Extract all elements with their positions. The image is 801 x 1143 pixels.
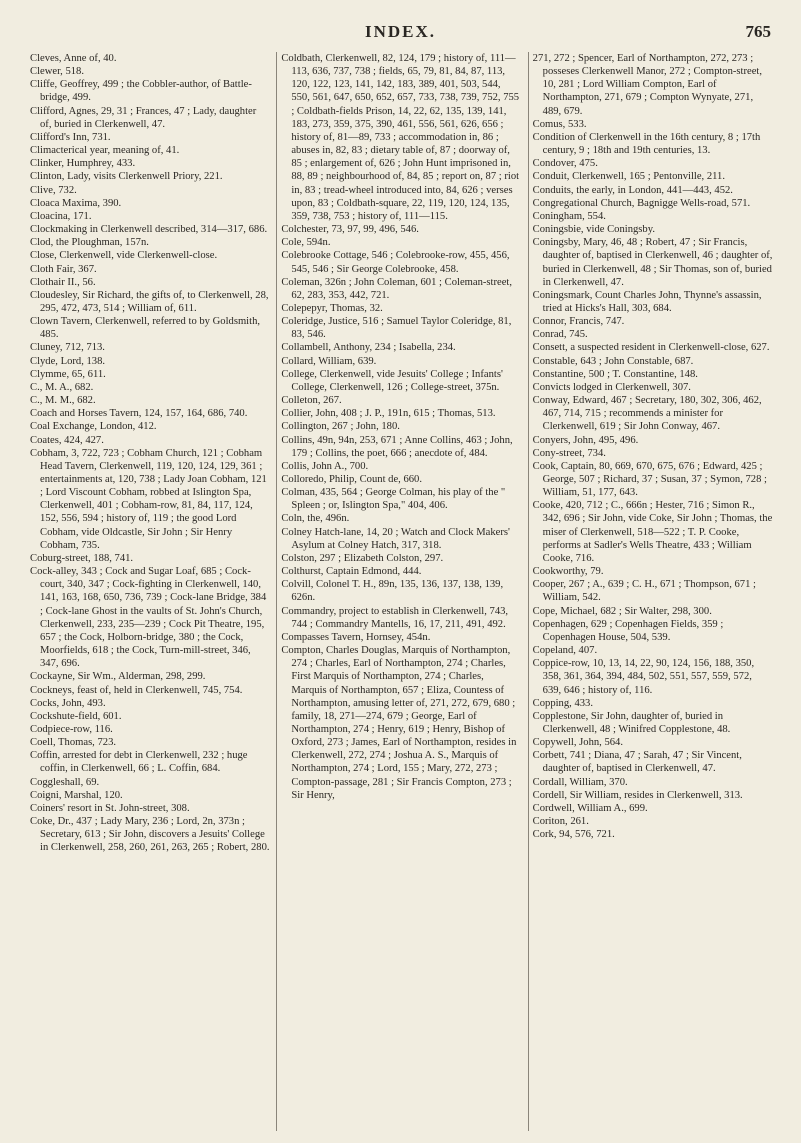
index-entry: Cluney, 712, 713. [30, 342, 105, 354]
index-entry: Coldbath, Clerkenwell, 82, 124, 179 ; history of, 111—113, 636, 737, 738 ; fields, 65, 79, 81, 84, 87, 113, 120, 122, 123, 141, 142, 183, 389, 401, 503, 544, 550, 561, 647, 650, 652, 657, 733, 738, 739, 752, 755 ; Coldbath-fields Prison, 14, 22, 62, 135, 139, 141, 183, 273, 359, 375, 390, 461, 556, 561, 626, 656 ; history of, 81—89, 733 ; accommodation in, 86 ; abuses in, 82, 83 ; dietary table of, 87 ; doorway of, 85 ; enlargement of, 626 ; John Hunt imprisoned in, 88, 89 ; neighbourhood of, 84, 85 ; report on, 87 ; riot in, 83 ; tread-wheel introduced into, 84, 626 ; verses upon, 83 ; Coldbath-square, 22, 119, 120, 124, 135, 359, 738, 753 ; history of, 111—115. [281, 53, 520, 222]
page-number: 765 [745, 22, 771, 41]
index-entry: Collard, William, 639. [281, 355, 377, 367]
index-column-2 [276, 52, 521, 1131]
index-entry: Convicts lodged in Clerkenwell, 307. [532, 381, 691, 393]
index-entry: Coigni, Marshal, 120. [30, 789, 123, 801]
index-entry: Cock-alley, 343 ; Cock and Sugar Loaf, 685 ; Cock-court, 340, 347 ; Cock-fighting in Clerkenwell, 140, 141, 163, 168, 650, 736, 739 ; Cock-lane Bridge, 384 ; Cock-lane Ghost in the vaults of St. John's Church, Clerkenwell, 233, 235—239 ; Cock Pit Theatre, 195, 657 ; the Cock, Holborn-bridge, 380 ; the Cock, Moorfields, 618 ; the Cock, Turn-mill-street, 346, 347, 696. [30, 566, 267, 670]
page-header [30, 22, 771, 44]
index-entry: Coningsmark, Count Charles John, Thynne's assassin, tried at Hicks's Hall, 303, 684. [532, 289, 762, 314]
index-entry: Cockneys, feast of, held in Clerkenwell, 745, 754. [30, 684, 243, 696]
index-entry: Consett, a suspected resident in Clerkenwell-close, 627. [532, 342, 770, 354]
index-entry: Cloaca Maxima, 390. [30, 197, 122, 209]
index-entry: Copenhagen, 629 ; Copenhagen Fields, 359 ; Copenhagen House, 504, 539. [532, 618, 724, 643]
index-entry: Colthurst, Captain Edmond, 444. [281, 566, 422, 578]
index-entry: Clothair II., 56. [30, 276, 96, 288]
index-entry: Coningham, 554. [532, 210, 606, 222]
index-entry: 271, 272 ; Spencer, Earl of Northampton, 272, 273 ; posseses Clerkenwell Manor, 272 ; Compton-street, 10, 281 ; Lord William Compton, Earl of Northampton, 271, 679 ; Compton Wynyate, 271, 489, 679. [532, 53, 763, 117]
index-entry: Clive, 732. [30, 184, 77, 196]
index-entry: Coach and Horses Tavern, 124, 157, 164, 686, 740. [30, 408, 248, 420]
index-entry: Coleridge, Justice, 516 ; Samuel Taylor Coleridge, 81, 83, 546. [281, 316, 512, 341]
index-entry: Conduit, Clerkenwell, 165 ; Pentonville, 211. [532, 171, 725, 183]
index-entry: Copplestone, Sir John, daughter of, buried in Clerkenwell, 48 ; Winifred Copplestone, 48. [532, 710, 731, 735]
index-entry: Cloacina, 171. [30, 210, 92, 222]
index-entry: Conyers, John, 495, 496. [532, 434, 639, 446]
index-entry: Coppice-row, 10, 13, 14, 22, 90, 124, 156, 188, 350, 358, 361, 364, 394, 484, 502, 551, 557, 559, 572, 639, 646 ; history of, 116. [532, 658, 755, 696]
index-entry: Cooke, 420, 712 ; C., 666n ; Hester, 716 ; Simon R., 342, 696 ; Sir John, vide Coke, Sir John ; Thomas, the miser of Clerkenwell, 518—522 ; T. P. Cooke, performs at Sadler's Wells Theatre, 433 ; William Cooke, 716. [532, 500, 773, 564]
index-entry: Clown Tavern, Clerkenwell, referred to by Goldsmith, 485. [30, 316, 261, 341]
index-entry: Conway, Edward, 467 ; Secretary, 180, 302, 306, 462, 467, 714, 715 ; recommends a minister for Clerkenwell, 619 ; Sir John Conway, 467. [532, 395, 762, 433]
index-entry: Coburg-street, 188, 741. [30, 552, 134, 564]
index-entry: College, Clerkenwell, vide Jesuits' College ; Infants' College, Clerkenwell, 126 ; College-street, 375n. [281, 368, 503, 393]
index-entry: Coningsbie, vide Coningsby. [532, 224, 655, 236]
index-entry: Copping, 433. [532, 697, 593, 709]
index-entry: Coggleshall, 69. [30, 776, 100, 788]
index-entry: Close, Clerkenwell, vide Clerkenwell-close. [30, 250, 218, 262]
index-entry: Cobham, 3, 722, 723 ; Cobham Church, 121 ; Cobham Head Tavern, Clerkenwell, 119, 120, 124, 129, 361 ; entertainments at, 120, 738 ; Lady Joan Cobham, 121 ; Lord Viscount Cobham, robbed at Islington Spa, Clerkenwell, 401 ; Cobham-row, 81, 84, 117, 124, 152, 556, 594 ; history of, 119 ; the good Lord Cobham, vide Oldcastle, Sir John ; Sir Henry Cobham, 735. [30, 447, 267, 551]
index-entry: Clod, the Ploughman, 157n. [30, 237, 149, 249]
index-entry: Cook, Captain, 80, 669, 670, 675, 676 ; Edward, 425 ; George, 507 ; Richard, 37 ; Susan, 37 ; Symon, 728 ; William, 51, 177, 643. [532, 460, 767, 499]
index-entry: Colloredo, Philip, Count de, 660. [281, 474, 422, 485]
index-entry: Colchester, 73, 97, 99, 496, 546. [281, 224, 419, 236]
index-entry: Condover, 475. [532, 158, 598, 170]
index-entry: Coln, the, 496n. [281, 513, 350, 525]
index-entry: Constantine, 500 ; T. Constantine, 148. [532, 368, 698, 380]
index-entry: Clewer, 518. [30, 66, 85, 78]
index-entry: Clockmaking in Clerkenwell described, 314—317, 686. [30, 224, 268, 236]
running-title: INDEX. [364, 22, 437, 41]
index-entry: Comus, 533. [532, 118, 587, 130]
index-entry: Collier, John, 408 ; J. P., 191n, 615 ; Thomas, 513. [281, 408, 496, 420]
index-entry: Codpiece-row, 116. [30, 723, 113, 735]
index-entry: Coffin, arrested for debt in Clerkenwell, 232 ; huge coffin, in Clerkenwell, 66 ; L. Coffin, 684. [30, 750, 248, 775]
index-entry: Compasses Tavern, Hornsey, 454n. [281, 631, 431, 643]
index-entry: Clymme, 65, 611. [30, 368, 106, 380]
index-entry: Cope, Michael, 682 ; Sir Walter, 298, 300. [532, 605, 712, 617]
index-entry: Coleman, 326n ; John Coleman, 601 ; Coleman-street, 62, 283, 353, 442, 721. [281, 276, 513, 301]
index-entry: Climacterical year, meaning of, 41. [30, 145, 180, 157]
index-entry: Cooper, 267 ; A., 639 ; C. H., 671 ; Thompson, 671 ; William, 542. [532, 579, 756, 604]
index-entry: Condition of Clerkenwell in the 16th century, 8 ; 17th century, 9 ; 18th and 19th centuries, 13. [532, 131, 761, 157]
index-entry: Connor, Francis, 747. [532, 316, 625, 328]
index-entry: Colleton, 267. [281, 395, 342, 407]
index-entry: Colman, 435, 564 ; George Colman, his play of the " Spleen ; or, Islington Spa," 404, 406. [281, 487, 506, 512]
index-entry: Coal Exchange, London, 412. [30, 421, 157, 433]
index-entry: Coke, Dr., 437 ; Lady Mary, 236 ; Lord, 2n, 373n ; Secretary, 613 ; Sir John, discovers a Jesuits' College in Clerkenwell, 258, 260, 261, 263, 265 ; Robert, 280. [30, 816, 270, 854]
index-entry: Clinton, Lady, visits Clerkenwell Priory, 221. [30, 171, 223, 183]
index-entry: Congregational Church, Bagnigge Wells-road, 571. [532, 197, 751, 209]
index-columns [30, 52, 773, 1131]
index-entry: Coates, 424, 427. [30, 434, 104, 446]
index-entry: Commandry, project to establish in Clerkenwell, 743, 744 ; Commandry Mantells, 16, 17, 211, 491, 492. [281, 605, 509, 630]
index-entry: Collington, 267 ; John, 180. [281, 421, 400, 433]
index-entry: C., M. M., 682. [30, 395, 96, 407]
index-entry: Coiners' resort in St. John-street, 308. [30, 802, 190, 814]
index-entry: Colney Hatch-lane, 14, 20 ; Watch and Clock Makers' Asylum at Colney Hatch, 317, 318. [281, 526, 510, 551]
index-entry: Cookworthy, 79. [532, 566, 604, 578]
index-entry: Cordell, Sir William, resides in Clerkenwell, 313. [532, 789, 743, 801]
index-entry: Colepepyr, Thomas, 32. [281, 302, 383, 314]
index-entry: Clifford's Inn, 731. [30, 131, 111, 143]
index-entry: Colebrooke Cottage, 546 ; Colebrooke-row, 455, 456, 545, 546 ; Sir George Colebrooke, 458. [281, 250, 510, 275]
index-entry: Cliffe, Geoffrey, 499 ; the Cobbler-author, of Battle-bridge, 499. [30, 79, 252, 104]
index-entry: Clifford, Agnes, 29, 31 ; Frances, 47 ; Lady, daughter of, buried in Clerkenwell, 47. [30, 105, 257, 130]
index-entry: Cole, 594n. [281, 237, 331, 249]
index-entry: Conrad, 745. [532, 329, 588, 341]
index-entry: Corbett, 741 ; Diana, 47 ; Sarah, 47 ; Sir Vincent, daughter of, baptised in Clerkenwell, 47. [532, 750, 742, 775]
index-entry: Colston, 297 ; Elizabeth Colston, 297. [281, 552, 444, 564]
index-entry: Cordall, William, 370. [532, 776, 628, 788]
index-entry: Cork, 94, 576, 721. [532, 829, 615, 841]
index-entry: Cordwell, William A., 699. [532, 802, 648, 814]
index-entry: Clinker, Humphrey, 433. [30, 158, 136, 170]
index-entry: Cleves, Anne of, 40. [30, 53, 117, 64]
index-entry: Coningsby, Mary, 46, 48 ; Robert, 47 ; Sir Francis, daughter of, baptised in Clerkenwell, 46 ; daughter of, buried in Clerkenwell, 48 ; Sir Thomas, son of, buried in Clerkenwell, 47. [532, 237, 773, 288]
index-entry: Cockayne, Sir Wm., Alderman, 298, 299. [30, 671, 206, 683]
index-entry: Collambell, Anthony, 234 ; Isabella, 234. [281, 342, 456, 354]
index-entry: Collins, 49n, 94n, 253, 671 ; Anne Collins, 463 ; John, 179 ; Collins, the poet, 666 ; anecdote of, 484. [281, 434, 513, 459]
index-entry: C., M. A., 682. [30, 381, 94, 393]
index-entry: Cony-street, 734. [532, 447, 606, 459]
index-entry: Constable, 643 ; John Constable, 687. [532, 355, 694, 367]
index-entry: Copywell, John, 564. [532, 737, 623, 749]
index-entry: Cloudesley, Sir Richard, the gifts of, to Clerkenwell, 28, 295, 472, 473, 514 ; William of, 611. [30, 289, 269, 314]
index-entry: Collis, John A., 700. [281, 460, 369, 472]
index-entry: Clyde, Lord, 138. [30, 355, 106, 367]
index-entry: Cocks, John, 493. [30, 697, 106, 709]
index-entry: Coriton, 261. [532, 816, 589, 828]
index-column-3 [528, 52, 773, 1131]
index-column-1 [30, 52, 270, 1131]
index-entry: Copeland, 407. [532, 645, 598, 657]
index-entry: Coell, Thomas, 723. [30, 737, 117, 749]
index-entry: Colvill, Colonel T. H., 89n, 135, 136, 137, 138, 139, 626n. [281, 579, 504, 604]
index-entry: Compton, Charles Douglas, Marquis of Northampton, 274 ; Charles, Earl of Northampton, 274 ; Charles, First Marquis of Northampton, 274 ; Charles, Marquis of Northampton, 657 ; Eliza, Countess of Northampton, amusing letter of, 271, 272, 679, 680 ; family, 18, 271—274, 679 ; George, Earl of Northampton, 274 ; Henry, 619 ; Henry, Bishop of Oxford, 273 ; James, Earl of Northampton, resides in Clerkenwell, 272, 274 ; Joshua A. S., Marquis of Northampton, 274 ; Lord, 155 ; Mary, 272, 273 ; Compton-passage, 281 ; Sir Francis Compton, 273 ; Sir Henry, [281, 645, 517, 801]
index-entry: Conduits, the early, in London, 441—443, 452. [532, 184, 733, 196]
index-entry: Cloth Fair, 367. [30, 263, 97, 275]
index-entry: Cockshute-field, 601. [30, 710, 122, 722]
